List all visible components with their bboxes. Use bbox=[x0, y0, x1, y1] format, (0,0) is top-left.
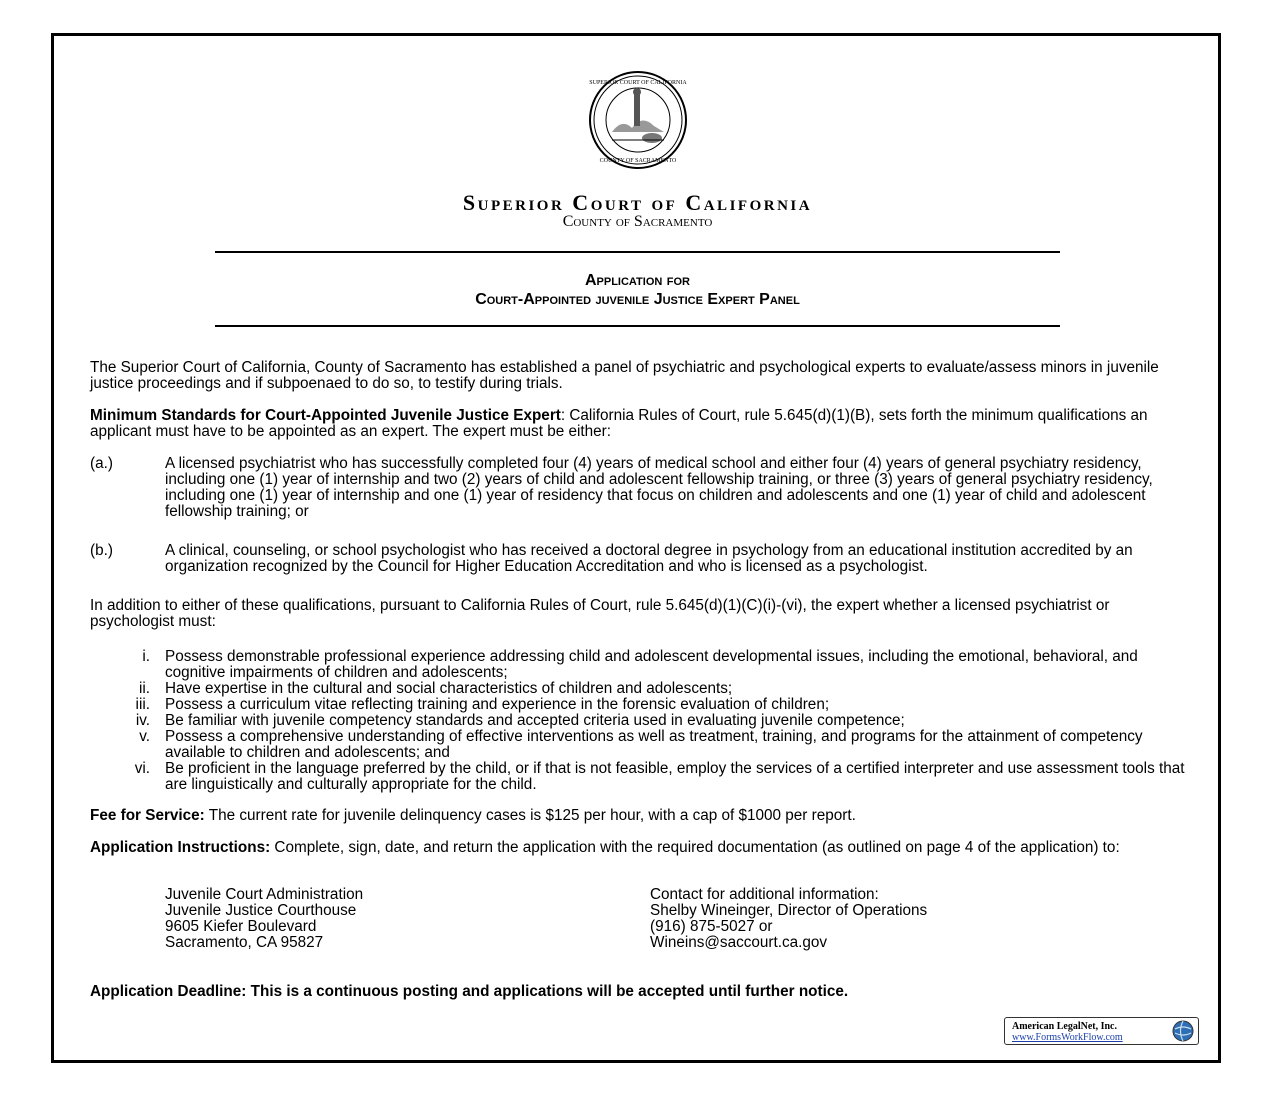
requirement-label: i. bbox=[142, 648, 150, 665]
contact-line: Shelby Wineinger, Director of Operations bbox=[650, 902, 928, 919]
option-a-label: (a.) bbox=[90, 455, 113, 472]
mailing-address bbox=[165, 887, 363, 951]
instructions-paragraph bbox=[90, 840, 1190, 856]
intro-paragraph: The Superior Court of California, County of Sacramento has established a panel of psychiatric and psychological experts to evaluate/assess minors in juvenile justice proceedings and if subpoenaed to do so, to testify during trials. bbox=[90, 359, 1159, 392]
footer-logo[interactable] bbox=[1004, 1017, 1199, 1045]
min-standards-heading: Minimum Standards for Court-Appointed Juvenile Justice Expert bbox=[90, 407, 561, 424]
requirement-text: Be familiar with juvenile competency standards and accepted criteria used in evaluating juvenile competence; bbox=[165, 712, 905, 729]
address-line: 9605 Kiefer Boulevard bbox=[165, 918, 317, 935]
requirement-text: Be proficient in the language preferred by the child, or if that is not feasible, employ the services of a certified interpreter and use assessment tools that are linguistically and culturally appropriate for the child. bbox=[165, 760, 1185, 793]
application-title-line1: Application for bbox=[584, 272, 690, 289]
requirement-label: ii. bbox=[138, 680, 150, 697]
address-line: Juvenile Court Administration bbox=[165, 886, 364, 903]
court-title: Superior Court of California bbox=[462, 190, 813, 215]
option-b-text: A clinical, counseling, or school psychologist who has received a doctoral degree in psychology from an educational institution accredited by an organization recognized by the Council for Higher Education Accreditation and who is licensed as a psychologist. bbox=[165, 542, 1133, 575]
deadline-paragraph: Application Deadline: This is a continuous posting and applications will be accepted until further notice. bbox=[90, 983, 849, 1000]
application-title-line2: Court-Appointed juvenile Justice Expert Panel bbox=[475, 291, 800, 308]
requirement-text: Possess demonstrable professional experience addressing child and adolescent developmental issues, including the emotional, behavioral, and cognitive impairments of children and adolescents; bbox=[165, 648, 1138, 681]
court-seal-icon bbox=[562, 70, 714, 170]
fee-text: The current rate for juvenile delinquency cases is $125 per hour, with a cap of $1000 per report. bbox=[204, 807, 856, 824]
contact-line: Contact for additional information: bbox=[650, 886, 879, 903]
divider-bottom bbox=[215, 325, 1060, 327]
svg-text:COUNTY OF SACRAMENTO: COUNTY OF SACRAMENTO bbox=[599, 158, 677, 164]
min-standards-text: : California Rules of Court, rule 5.645(d)(1)(B), sets forth the minimum qualifications an applicant must have to be appointed as an expert. The expert must be either: bbox=[90, 407, 1148, 440]
divider-top bbox=[215, 251, 1060, 253]
requirement-label: v. bbox=[139, 728, 150, 745]
option-a-text: A licensed psychiatrist who has successfully completed four (4) years of medical school and either four (4) years of general psychiatry residency, including one (1) year of internship and two (2) years of child and adolescent fellowship training, or three (3) years of general psychiatry residency, including one (1) year of internship and one (1) year of residency that focus on children and adolescents and one (1) year of child and adolescent fellowship training; or bbox=[165, 455, 1153, 520]
logo-company-name: American LegalNet, Inc. bbox=[1012, 1021, 1117, 1032]
court-subtitle: County of Sacramento bbox=[562, 213, 713, 230]
contact-email[interactable]: Wineins@saccourt.ca.gov bbox=[650, 934, 828, 951]
contact-info bbox=[650, 887, 927, 951]
instructions-heading: Application Instructions: bbox=[90, 839, 271, 856]
instructions-text: Complete, sign, date, and return the application with the required documentation (as outlined on page 4 of the application) to: bbox=[270, 839, 1120, 856]
fee-heading: Fee for Service: bbox=[90, 807, 205, 824]
in-addition-paragraph: In addition to either of these qualifications, pursuant to California Rules of Court, rule 5.645(d)(1)(C)(i)-(vi), the expert whether a licensed psychiatrist or psychologist must: bbox=[90, 597, 1110, 630]
option-b-label: (b.) bbox=[90, 542, 113, 559]
contact-phone: (916) 875-5027 or bbox=[650, 918, 773, 935]
address-line: Juvenile Justice Courthouse bbox=[165, 902, 357, 919]
fee-paragraph bbox=[90, 808, 1190, 824]
requirement-label: iv. bbox=[135, 712, 150, 729]
address-line: Sacramento, CA 95827 bbox=[165, 934, 324, 951]
requirement-label: iii. bbox=[135, 696, 150, 713]
requirement-text: Have expertise in the cultural and social characteristics of children and adolescents; bbox=[165, 680, 733, 697]
logo-url-link[interactable]: www.FormsWorkFlow.com bbox=[1012, 1032, 1123, 1043]
requirement-text: Possess a comprehensive understanding of effective interventions as well as treatment, training, and programs for the attainment of competency available to children and adolescents; and bbox=[165, 728, 1143, 761]
svg-text:SUPERIOR COURT OF CALIFORNIA: SUPERIOR COURT OF CALIFORNIA bbox=[589, 80, 687, 86]
globe-icon bbox=[1171, 1019, 1195, 1043]
requirement-text: Possess a curriculum vitae reflecting training and experience in the forensic evaluation of children; bbox=[165, 696, 830, 713]
min-standards-paragraph bbox=[90, 408, 1190, 440]
requirement-label: vi. bbox=[134, 760, 150, 777]
